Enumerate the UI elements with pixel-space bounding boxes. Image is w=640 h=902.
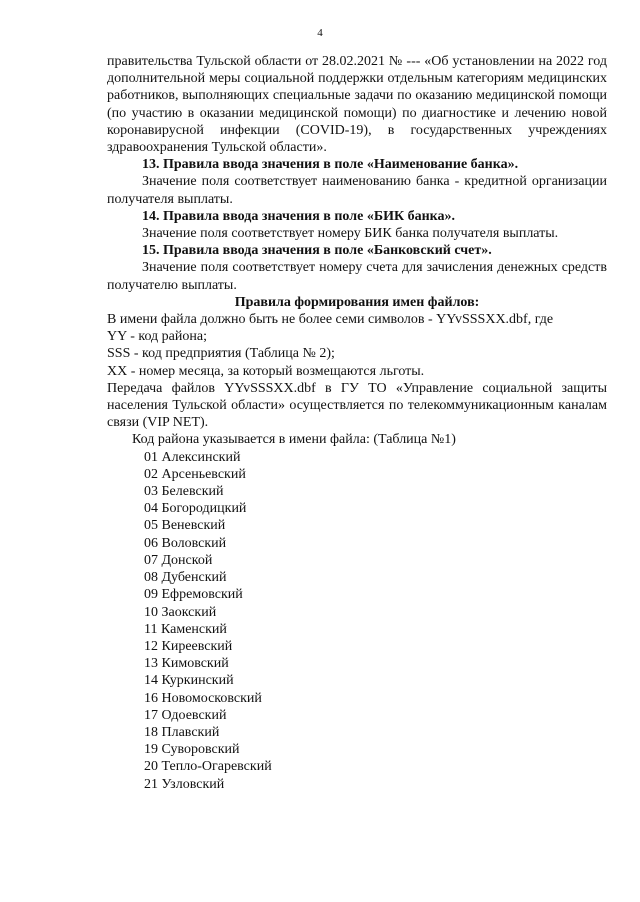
list-item: 07 Донской — [144, 552, 213, 568]
list-item: 03 Белевский — [144, 484, 224, 500]
rule-15-heading: 15. Правила ввода значения в поле «Банковский счет». — [142, 243, 492, 259]
list-item: 14 Куркинский — [144, 673, 234, 689]
rule-14-heading: 14. Правила ввода значения в поле «БИК банка». — [142, 208, 456, 224]
transfer-paragraph: Передача файлов YYvSSSXX.dbf в ГУ ТО «Управление социальной защиты населения Тульской области» осуществляется по телекоммуникационным каналам связи (VIP NET). — [107, 380, 607, 431]
list-item: 06 Воловский — [144, 535, 227, 551]
filename-rule-line: YY - код района; — [107, 329, 207, 345]
list-item: 10 Заокский — [144, 604, 217, 620]
list-item: 09 Ефремовский — [144, 587, 243, 603]
page-number: 4 — [317, 27, 323, 39]
rule-13-heading: 13. Правила ввода значения в поле «Наименование банка». — [142, 157, 519, 173]
document-body — [107, 53, 607, 793]
list-item: 01 Алексинский — [144, 449, 241, 465]
rule-15-text: Значение поля соответствует номеру счета для зачисления денежных средств получателю выплаты. — [107, 260, 607, 293]
list-item: 04 Богородицкий — [144, 501, 247, 517]
table-intro: Код района указывается в имени файла: (Таблица №1) — [132, 432, 456, 448]
list-item: 17 Одоевский — [144, 707, 227, 723]
filename-rule-line: В имени файла должно быть не более семи символов - YYvSSSXX.dbf, где — [107, 312, 554, 328]
list-item: 18 Плавский — [144, 724, 220, 740]
list-item: 16 Новомосковский — [144, 690, 262, 706]
list-item: 13 Кимовский — [144, 656, 229, 672]
filename-rules-title: Правила формирования имен файлов: — [234, 294, 480, 310]
list-item: 20 Тепло-Огаревский — [144, 759, 272, 775]
filename-rule-line: SSS - код предприятия (Таблица № 2); — [107, 346, 335, 362]
list-item: 02 Арсеньевский — [144, 466, 246, 482]
rule-13-text: Значение поля соответствует наименованию банка - кредитной организации получателя выплаты. — [107, 174, 607, 207]
filename-rule-line: XX - номер месяца, за который возмещаются льготы. — [107, 363, 425, 379]
district-list — [107, 449, 607, 793]
list-item: 11 Каменский — [144, 621, 227, 637]
rule-14-text: Значение поля соответствует номеру БИК банка получателя выплаты. — [142, 226, 559, 242]
list-item: 12 Киреевский — [144, 638, 233, 654]
list-item: 19 Суворовский — [144, 742, 240, 758]
list-item: 08 Дубенский — [144, 570, 227, 586]
list-item: 21 Узловский — [144, 776, 225, 792]
intro-paragraph: правительства Тульской области от 28.02.2021 № --- «Об установлении на 2022 год дополнительной меры социальной поддержки отдельным категориям медицинских работников, выполняющих специальные задачи по оказанию медицинской помощи (по участию в оказании медицинской помощи) по диагностике и лечению новой коронавирусной инфекции (COVID-19), в государственных учреждениях здравоохранения Тульской области». — [107, 54, 607, 156]
list-item: 05 Веневский — [144, 518, 226, 534]
